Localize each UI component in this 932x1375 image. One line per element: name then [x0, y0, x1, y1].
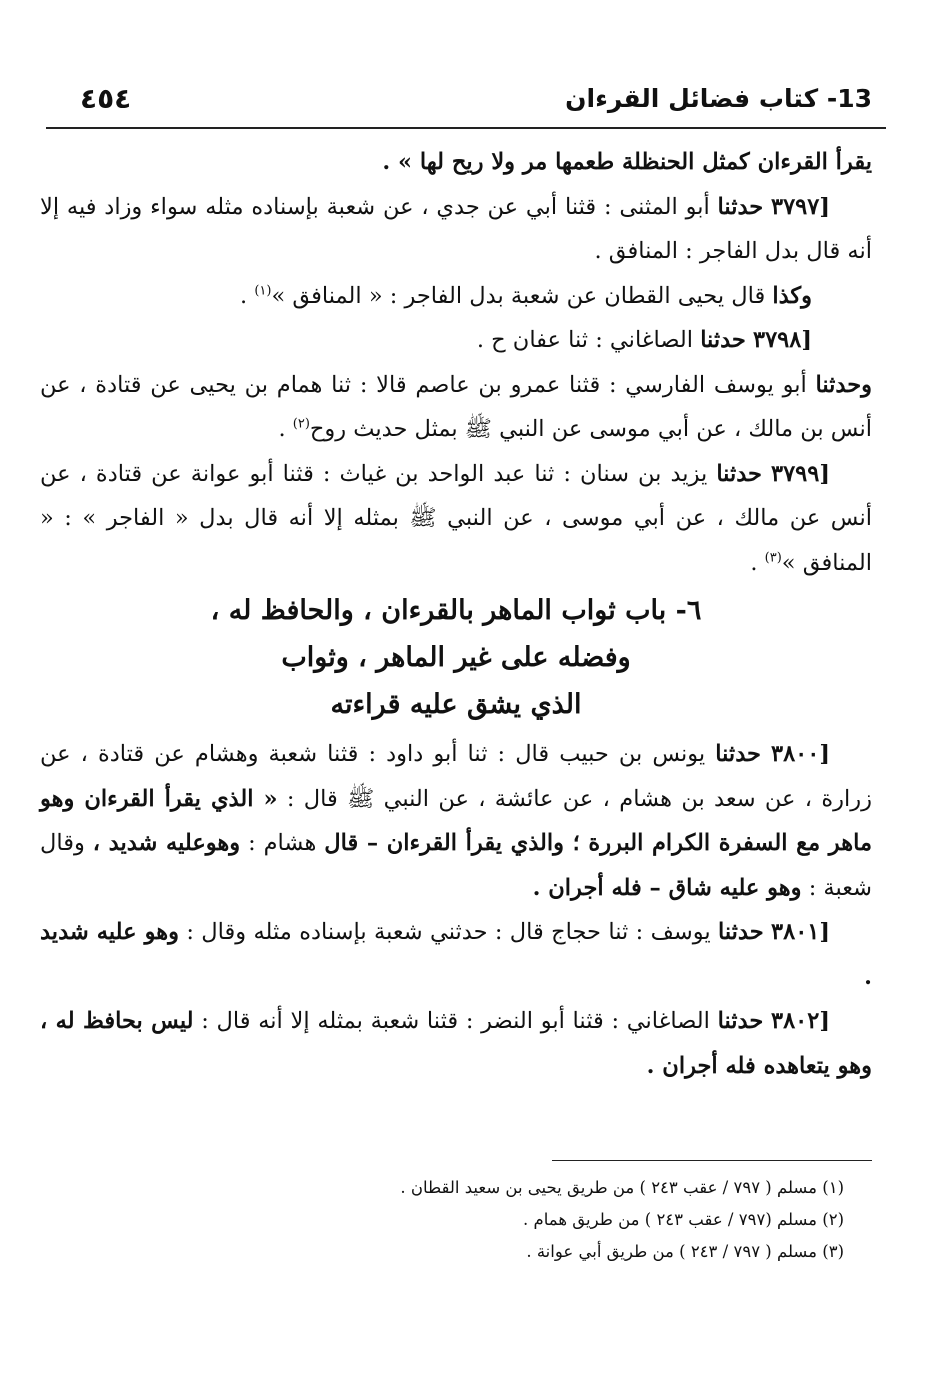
paragraph-wahaddathana	[40, 363, 872, 452]
hadith-number: [٣٧٩٨	[753, 327, 812, 353]
footnote-1: (١) مسلم ( ٧٩٧ / عقب ٢٤٣ ) من طريق يحيى بن سعيد القطان .	[400, 1178, 844, 1197]
hadith-number: [٣٨٠١	[771, 919, 831, 945]
hadith-matn: وهوعليه شديد ،	[92, 830, 241, 856]
hadith-matn: ليس بحافظ له ، وهو يتعاهده فله أجران .	[40, 1008, 872, 1079]
narration-word: حدثنا	[718, 919, 764, 945]
paragraph-1	[40, 140, 872, 185]
isnad-text: قال يحيى القطان عن شعبة بدل الفاجر : « المنافق »	[271, 282, 766, 309]
footnote-ref: (٣)	[764, 550, 782, 565]
narration-word: وحدثنا	[815, 371, 873, 398]
hadith-matn: وهو عليه شديد .	[40, 919, 872, 990]
isnad-text: أبو المثنى : قثنا أبي عن جدي ، عن شعبة بإسناده مثله سواء وزاد فيه إلا أنه قال بدل الفاجر : المنافق .	[40, 193, 872, 264]
isnad-text: يزيد بن سنان : ثنا عبد الواحد بن غياث : قثنا أبو عوانة عن قتادة ، عن أنس عن مالك ، عن أبي موسى ، عن النبي ﷺ بمثله إلا أنه قال بدل « الفاجر » : « المنافق »	[40, 460, 872, 576]
hadith-matn: « الذي يقرأ القرءان وهو ماهر مع السفرة الكرام البررة ؛ والذي يقرأ القرءان – قال	[40, 785, 872, 856]
isnad-text: يوسف : ثنا حجاج قال : حدثني شعبة بإسناده مثله وقال :	[186, 919, 711, 945]
hadith-3797	[40, 185, 872, 274]
narration-word: حدثنا	[700, 327, 746, 353]
hadith-3800	[40, 732, 872, 910]
hadith-3801	[40, 910, 872, 999]
page-body	[40, 140, 872, 1088]
hadith-3799	[40, 452, 872, 586]
isnad-text: هشام :	[248, 830, 317, 856]
hadith-3798	[40, 318, 872, 363]
isnad-text: وقال شعبة :	[40, 830, 872, 901]
punctuation: .	[240, 282, 255, 309]
hadith-3802	[40, 999, 872, 1088]
isnad-text: الصاغاني : قثنا أبو النضر : قثنا شعبة بمثله إلا أنه قال :	[201, 1008, 710, 1034]
footnote-ref: (١)	[254, 283, 272, 298]
isnad-text: أبو يوسف الفارسي : قثنا عمرو بن عاصم قالا : ثنا همام بن يحيى عن قتادة ، عن أنس بن مالك ، عن أبي موسى عن النبي ﷺ بمثل حديث روح	[40, 371, 872, 442]
page-header	[60, 78, 872, 122]
hadith-number: [٣٨٠٠	[771, 741, 830, 767]
narration-word: حدثنا	[716, 460, 762, 487]
paragraph-kadha	[40, 274, 872, 319]
section-heading	[40, 587, 872, 728]
isnad-text: الصاغاني : ثنا عفان ح .	[476, 327, 694, 353]
narration-word: وكذا	[772, 282, 812, 309]
hadith-matn: وهو عليه شاق – فله أجران .	[532, 874, 802, 901]
heading-line-3: الذي يشق عليه قراءته	[330, 689, 582, 720]
punctuation: .	[278, 416, 293, 442]
punctuation: .	[750, 549, 765, 576]
footnote-3: (٣) مسلم ( ٧٩٧ / ٢٤٣ ) من طريق أبي عوانة .	[526, 1242, 844, 1261]
hadith-number: [٣٧٩٧	[771, 193, 830, 220]
page-number: ٤٥٤	[80, 82, 132, 115]
footnote-2: (٢) مسلم (٧٩٧ / عقب ٢٤٣ ) من طريق همام .	[523, 1210, 844, 1229]
hadith-text: يقرأ القرءان كمثل الحنظلة طعمها مر ولا ريح لها » .	[382, 149, 872, 175]
heading-line-1: ٦- باب ثواب الماهر بالقرءان ، والحافظ له ،	[210, 595, 702, 626]
narration-word: حدثنا	[717, 1008, 764, 1034]
narration-word: حدثنا	[717, 193, 764, 220]
hadith-number: [٣٨٠٢	[771, 1008, 831, 1034]
footnotes	[80, 1172, 844, 1268]
isnad-text: يونس بن حبيب قال : ثنا أبو داود : قثنا شعبة وهشام عن قتادة ، عن زرارة ، عن سعد بن هشام ، عن عائشة ، عن النبي ﷺ قال :	[40, 741, 872, 812]
heading-line-2: وفضله على غير الماهر ، وثواب	[281, 642, 631, 673]
footnote-divider	[552, 1160, 872, 1161]
footnote-ref: (٢)	[292, 416, 310, 432]
header-divider	[46, 127, 886, 129]
narration-word: حدثنا	[715, 741, 761, 767]
chapter-title: 13- كتاب فضائل القرءان	[565, 84, 872, 113]
hadith-number: [٣٧٩٩	[771, 460, 831, 487]
